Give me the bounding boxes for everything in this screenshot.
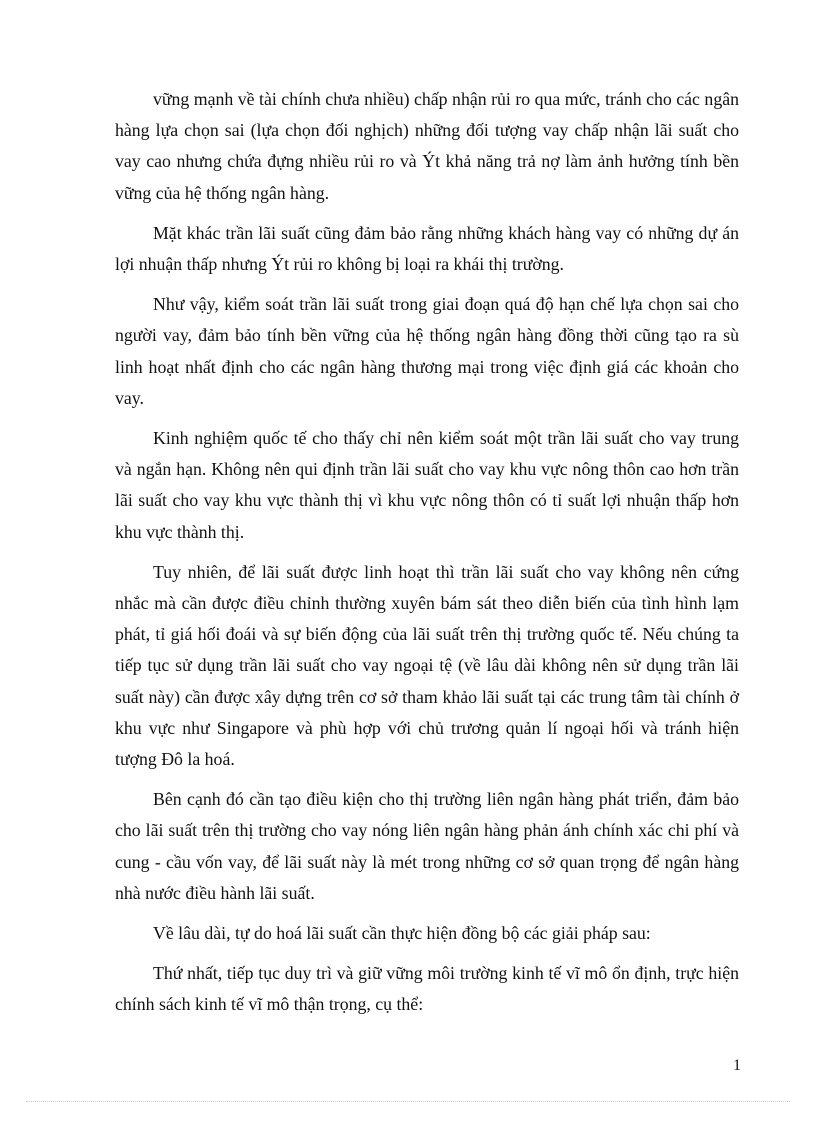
paragraph-5: Tuy nhiên, để lãi suất được linh hoạt thì trần lãi suất cho vay không nên cứng nhắc mà cần được điều chỉnh thường xuyên bám sát theo diễn biến của tình hình lạm phát, tỉ giá hối đoái và sự biến động của lãi suất trên thị trường quốc tế. Nếu chúng ta tiếp tục sử dụng trần lãi suất cho vay ngoại tệ (về lâu dài không nên sử dụng trần lãi suất này) cần được xây dựng trên cơ sở tham khảo lãi suất tại các trung tâm tài chính ở khu vực như Singapore và phù hợp với chủ trương quản lí ngoại hối và tránh hiện tượng Đô la hoá. <box>115 561 739 770</box>
paragraph-4: Kinh nghiệm quốc tế cho thấy chỉ nên kiểm soát một trần lãi suất cho vay trung và ngắn hạn. Không nên qui định trần lãi suất cho vay khu vực nông thôn cao hơn trần lãi suất cho vay khu vực thành thị vì khu vực nông thôn có tỉ suất lợi nhuận thấp hơn khu vực thành thị. <box>115 428 739 542</box>
paragraph-1: vững mạnh về tài chính chưa nhiều) chấp nhận rủi ro qua mức, tránh cho các ngân hàng lựa chọn sai (lựa chọn đối nghịch) những đối tượng vay chấp nhận lãi suất cho vay cao nhưng chứa đựng nhiều rủi ro và Ýt khả năng trả nợ làm ảnh hưởng tính bền vững của hệ thống ngân hàng. <box>115 89 739 203</box>
paragraph-7: Về lâu dài, tự do hoá lãi suất cần thực hiện đồng bộ các giải pháp sau: <box>153 923 651 944</box>
page-number: 1 <box>733 1057 741 1074</box>
paragraph-6: Bên cạnh đó cần tạo điều kiện cho thị trường liên ngân hàng phát triển, đảm bảo cho lãi suất trên thị trường cho vay nóng liên ngân hàng phản ánh chính xác chi phí và cung - cầu vốn vay, để lãi suất này là mét trong những cơ sở quan trọng để ngân hàng nhà nước điều hành lãi suất. <box>115 789 739 903</box>
footer-divider <box>26 1101 790 1102</box>
paragraph-2: Mặt khác trần lãi suất cũng đảm bảo rằng những khách hàng vay có những dự án lợi nhuận thấp nhưng Ýt rủi ro không bị loại ra khái thị trường. <box>115 222 739 275</box>
body-text <box>115 84 739 1030</box>
paragraph-8: Thứ nhất, tiếp tục duy trì và giữ vững môi trường kinh tế vĩ mô ổn định, trực hiện chính sách kinh tế vĩ mô thận trọng, cụ thể: <box>115 963 739 1015</box>
paragraph-3: Như vậy, kiểm soát trần lãi suất trong giai đoạn quá độ hạn chế lựa chọn sai cho người vay, đảm bảo tính bền vững của hệ thống ngân hàng đồng thời cũng tạo ra sù linh hoạt nhất định cho các ngân hàng thương mại trong việc định giá các khoản cho vay. <box>115 294 739 408</box>
